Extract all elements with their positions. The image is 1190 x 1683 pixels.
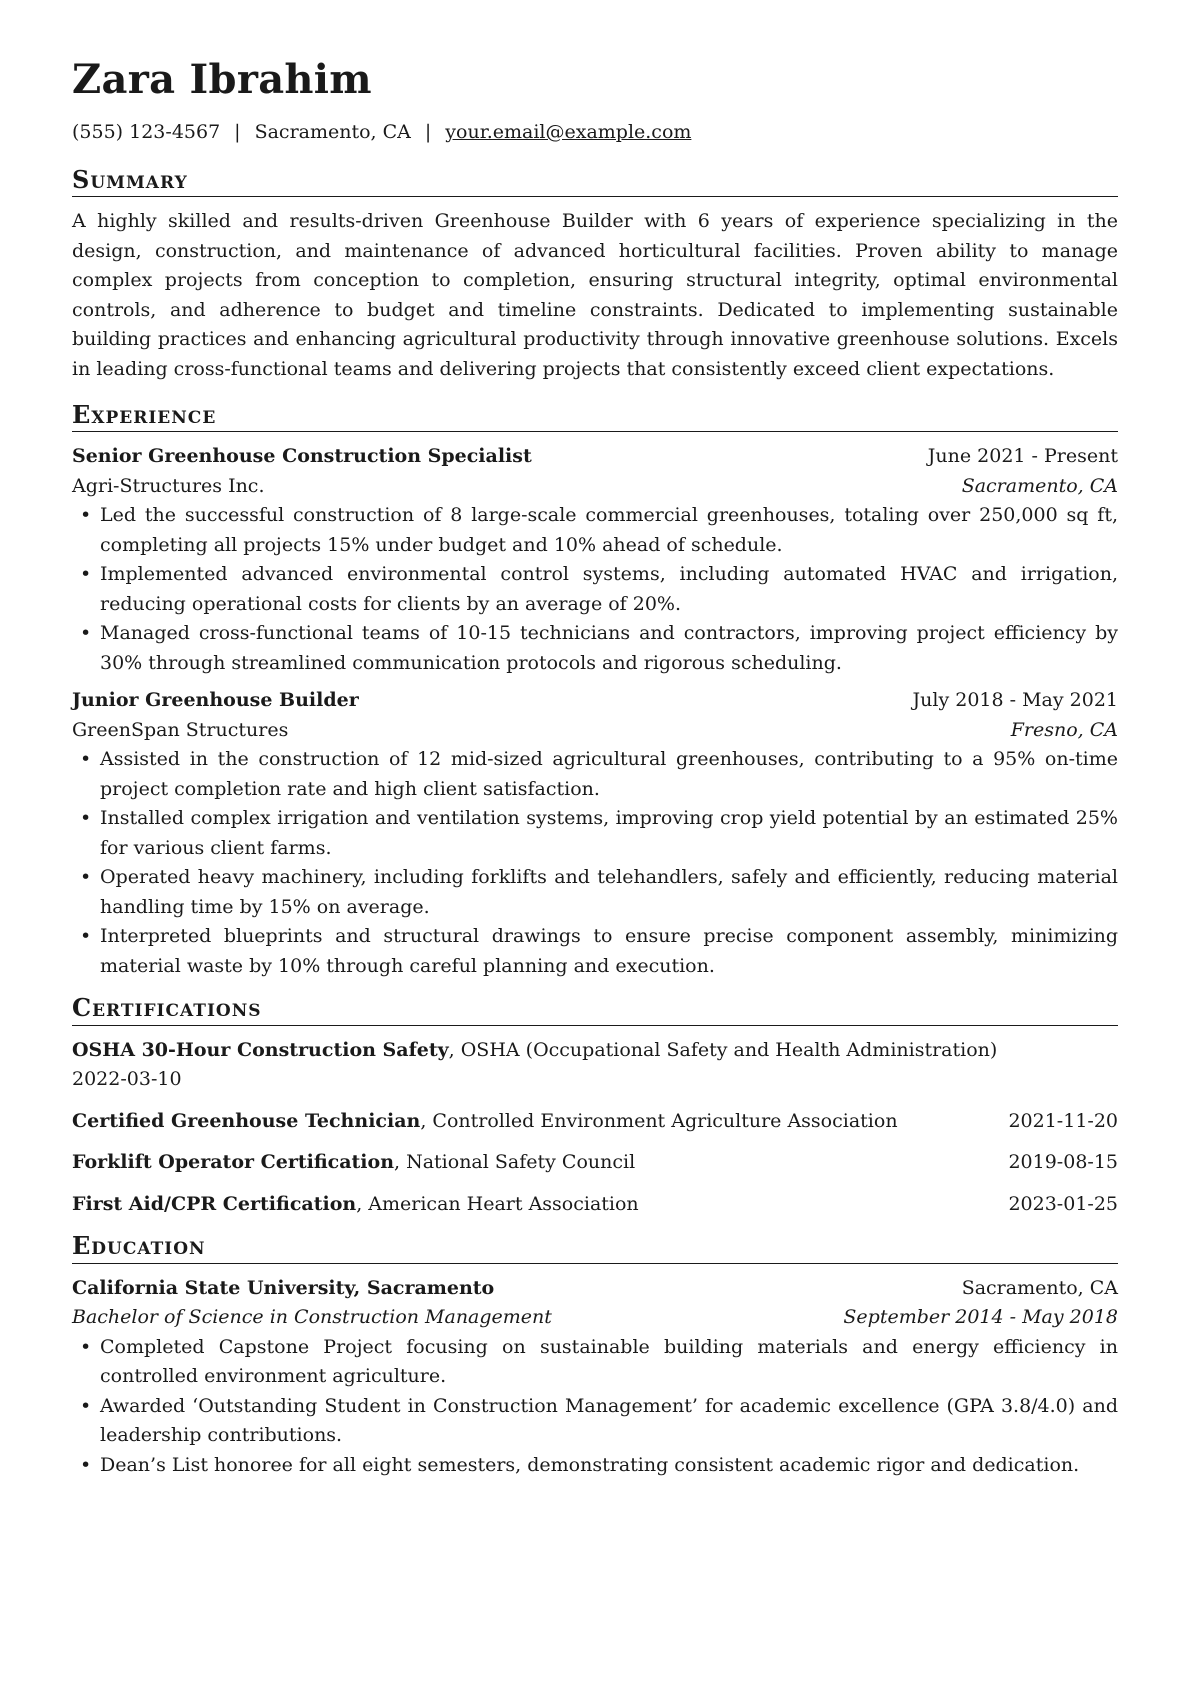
education-heading: Education [72, 1233, 1118, 1263]
bullet-icon: • [80, 504, 92, 527]
certification-date: 2022-03-10 [72, 1068, 182, 1091]
certifications-heading: Certifications [72, 995, 1118, 1025]
education-subheader [72, 1303, 1118, 1333]
list-item: • Dean’s List honoree for all eight semesters, demonstrating consistent academic rigor and dedication. [72, 1451, 1118, 1481]
list-item: • Installed complex irrigation and ventilation systems, improving crop yield potential by an estimated 25% for various client farms. [72, 804, 1118, 863]
summary-heading: Summary [72, 167, 1118, 197]
certification-date: 2019-08-15 [1008, 1151, 1118, 1174]
school-name: California State University, Sacramento [72, 1276, 495, 1299]
certification-issuer: , American Heart Association [356, 1192, 639, 1215]
job-header [72, 442, 1118, 472]
school-location: Sacramento, CA [961, 1276, 1118, 1299]
summary-text: A highly skilled and results-driven Greenhouse Builder with 6 years of experience specializing in the design, construction, and maintenance of advanced horticultural facilities. Proven ability to manage complex projects from conception to completion, ensuring structural integrity, optimal environmental controls, and adherence to budget and timeline constraints. Dedicated to implementing sustainable building practices and enhancing agricultural productivity through innovative greenhouse solutions. Excels in leading cross-functional teams and delivering projects that consistently exceed client expectations. [72, 210, 1118, 380]
certification-name: First Aid/CPR Certification [72, 1192, 357, 1215]
bullet-icon: • [80, 1394, 92, 1417]
job-header [72, 686, 1118, 716]
job-entry [72, 686, 1118, 981]
degree-name: Bachelor of Science in Construction Management [72, 1306, 552, 1329]
company-name: GreenSpan Structures [72, 718, 289, 741]
bullet-icon: • [80, 866, 92, 889]
contact-separator: | [424, 121, 432, 143]
bullet-icon: • [80, 622, 92, 645]
experience-heading: Experience [72, 402, 1118, 432]
job-location: Fresno, CA [1010, 718, 1118, 741]
certification-name: OSHA 30-Hour Construction Safety [72, 1038, 449, 1061]
certification-entry [72, 1148, 1118, 1178]
job-title: Senior Greenhouse Construction Specialist [72, 445, 532, 468]
job-entry [72, 442, 1118, 678]
certification-date: 2021-11-20 [1008, 1109, 1118, 1132]
job-title: Junior Greenhouse Builder [72, 689, 359, 712]
contact-line [72, 120, 1118, 145]
certification-name: Certified Greenhouse Technician [72, 1109, 421, 1132]
phone-number: (555) 123-4567 [72, 121, 221, 143]
bullet-icon: • [80, 925, 92, 948]
bullet-icon: • [80, 563, 92, 586]
job-subheader [72, 472, 1118, 502]
education-header [72, 1274, 1118, 1304]
list-item: • Led the successful construction of 8 large-scale commercial greenhouses, totaling over 250,000 sq ft, completing all projects 15% under budget and 10% ahead of schedule. [72, 501, 1118, 560]
list-item: • Assisted in the construction of 12 mid-sized agricultural greenhouses, contributing to a 95% on-time project completion rate and high client satisfaction. [72, 745, 1118, 804]
education-bullets [72, 1333, 1118, 1481]
job-dates: July 2018 - May 2021 [912, 689, 1118, 712]
candidate-name: Zara Ibrahim [72, 56, 372, 103]
certification-issuer: , Controlled Environment Agriculture Association [420, 1109, 898, 1132]
bullet-icon: • [80, 1453, 92, 1476]
certifications-section [72, 1036, 1118, 1220]
list-item: • Implemented advanced environmental control systems, including automated HVAC and irrigation, reducing operational costs for clients by an average of 20%. [72, 560, 1118, 619]
list-item: • Awarded ‘Outstanding Student in Construction Management’ for academic excellence (GPA 3.8/4.0) and leadership contributions. [72, 1392, 1118, 1451]
education-dates: September 2014 - May 2018 [843, 1306, 1118, 1329]
certification-issuer: , National Safety Council [394, 1151, 636, 1174]
contact-separator: | [234, 121, 241, 143]
list-item: • Managed cross-functional teams of 10-15 technicians and contractors, improving project efficiency by 30% through streamlined communication protocols and rigorous scheduling. [72, 619, 1118, 678]
education-section [72, 1274, 1118, 1481]
experience-section [72, 442, 1118, 981]
certification-entry [72, 1107, 1118, 1137]
certification-entry [72, 1036, 1118, 1095]
certification-entry [72, 1190, 1118, 1220]
list-item: • Completed Capstone Project focusing on sustainable building materials and energy efficiency in controlled environment agriculture. [72, 1333, 1118, 1392]
job-subheader [72, 716, 1118, 746]
list-item: • Operated heavy machinery, including forklifts and telehandlers, safely and efficiently, reducing material handling time by 15% on average. [72, 863, 1118, 922]
company-name: Agri-Structures Inc. [72, 474, 265, 497]
bullet-icon: • [80, 1335, 92, 1358]
job-bullets [72, 501, 1118, 678]
list-item: • Interpreted blueprints and structural drawings to ensure precise component assembly, minimizing material waste by 10% through careful planning and execution. [72, 922, 1118, 981]
job-bullets [72, 745, 1118, 981]
bullet-icon: • [80, 807, 92, 830]
certification-name: Forklift Operator Certification [72, 1151, 395, 1174]
certification-date: 2023-01-25 [1008, 1192, 1118, 1215]
contact-location: Sacramento, CA [254, 121, 411, 143]
job-location: Sacramento, CA [961, 474, 1118, 497]
bullet-icon: • [80, 748, 92, 771]
job-dates: June 2021 - Present [927, 445, 1118, 468]
certification-issuer: , OSHA (Occupational Safety and Health Administration) [448, 1038, 998, 1061]
email-link[interactable]: your.email@example.com [445, 121, 692, 143]
